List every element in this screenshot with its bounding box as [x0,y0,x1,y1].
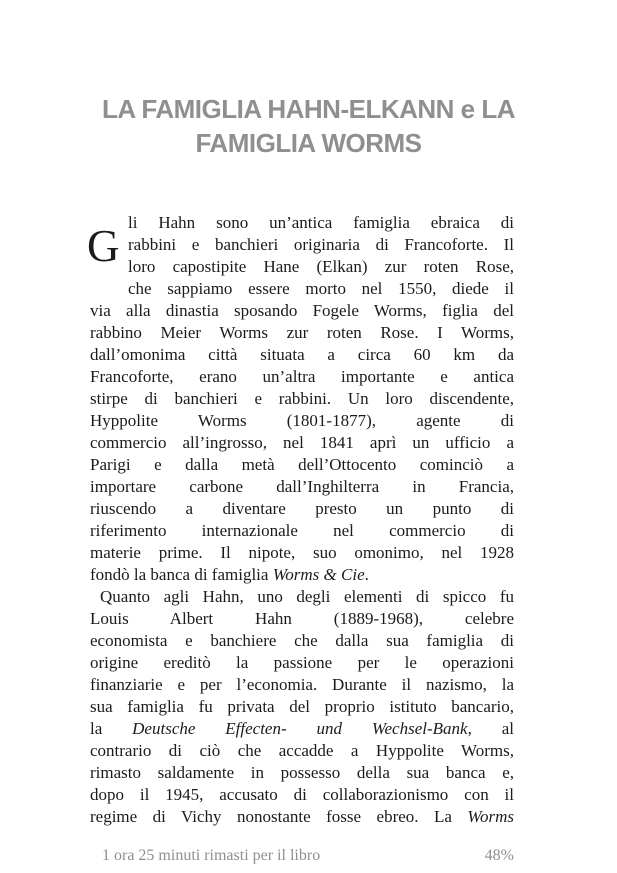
text-line: la Deutsche Effecten- und Wechsel-Bank, al [90,719,514,738]
text-line: contrario di ciò che accadde a Hyppolite Worms, [90,741,514,760]
chapter-title-line-1: LA FAMIGLIA HAHN-ELKANN e LA [101,94,516,124]
text-line: Louis Albert Hahn (1889-1968), celebre [90,609,514,628]
text-line: via alla dinastia sposando Fogele Worms, figlia del [90,301,514,320]
text-line: sua famiglia fu privata del proprio istituto bancario, [90,697,514,716]
text-line: dall’omonima città situata a circa 60 km da [90,345,514,364]
text-line: materie prime. Il nipote, suo omonimo, nel 1928 [90,543,514,562]
chapter-title [0,92,617,160]
text-line: loro capostipite Hane (Elkan) zur roten Rose, [128,257,514,276]
text-line: dopo il 1945, accusato di collaborazionismo con il [90,785,514,804]
text-line: fondò la banca di famiglia Worms & Cie. [90,565,369,584]
time-remaining-label: 1 ora 25 minuti rimasti per il libro [102,847,321,864]
book-text [87,212,514,828]
text-line: Francoforte, erano un’altra importante e antica [90,367,514,386]
text-line: che sappiamo essere morto nel 1550, diede il [128,279,514,298]
text-line: Parigi e dalla metà dell’Ottocento cominciò a [90,455,514,474]
text-line: regime di Vichy nonostante fosse ebreo. La Worms [90,807,514,826]
text-line: importare carbone dall’Inghilterra in Francia, [90,477,514,496]
progress-percentage: 48% [484,847,514,864]
paragraph-1 [87,212,514,586]
text-line: rabbini e banchieri originaria di Francoforte. Il [128,235,514,254]
text-line: Quanto agli Hahn, uno degli elementi di spicco fu [100,587,514,606]
text-line: origine ereditò la passione per le operazioni [90,653,514,672]
text-line: rimasto saldamente in possesso della sua banca e, [90,763,514,782]
text-line: rabbino Meier Worms zur roten Rose. I Worms, [90,323,514,342]
text-line: commercio all’ingrosso, nel 1841 aprì un ufficio a [90,433,514,452]
text-line: stirpe di banchieri e rabbini. Un loro discendente, [90,389,514,408]
chapter-title-line-2: FAMIGLIA WORMS [195,128,422,158]
text-line: riferimento internazionale nel commercio di [90,521,514,540]
paragraph-2 [90,586,514,828]
drop-cap: G [87,221,120,271]
text-line: Hyppolite Worms (1801-1877), agente di [90,411,514,430]
text-line: riuscendo a diventare presto un punto di [90,499,514,518]
reader-footer [102,846,514,866]
text-line: economista e banchiere che dalla sua famiglia di [90,631,514,650]
text-line: finanziarie e per l’economia. Durante il nazismo, la [90,675,514,694]
text-line: li Hahn sono un’antica famiglia ebraica di [128,213,514,232]
